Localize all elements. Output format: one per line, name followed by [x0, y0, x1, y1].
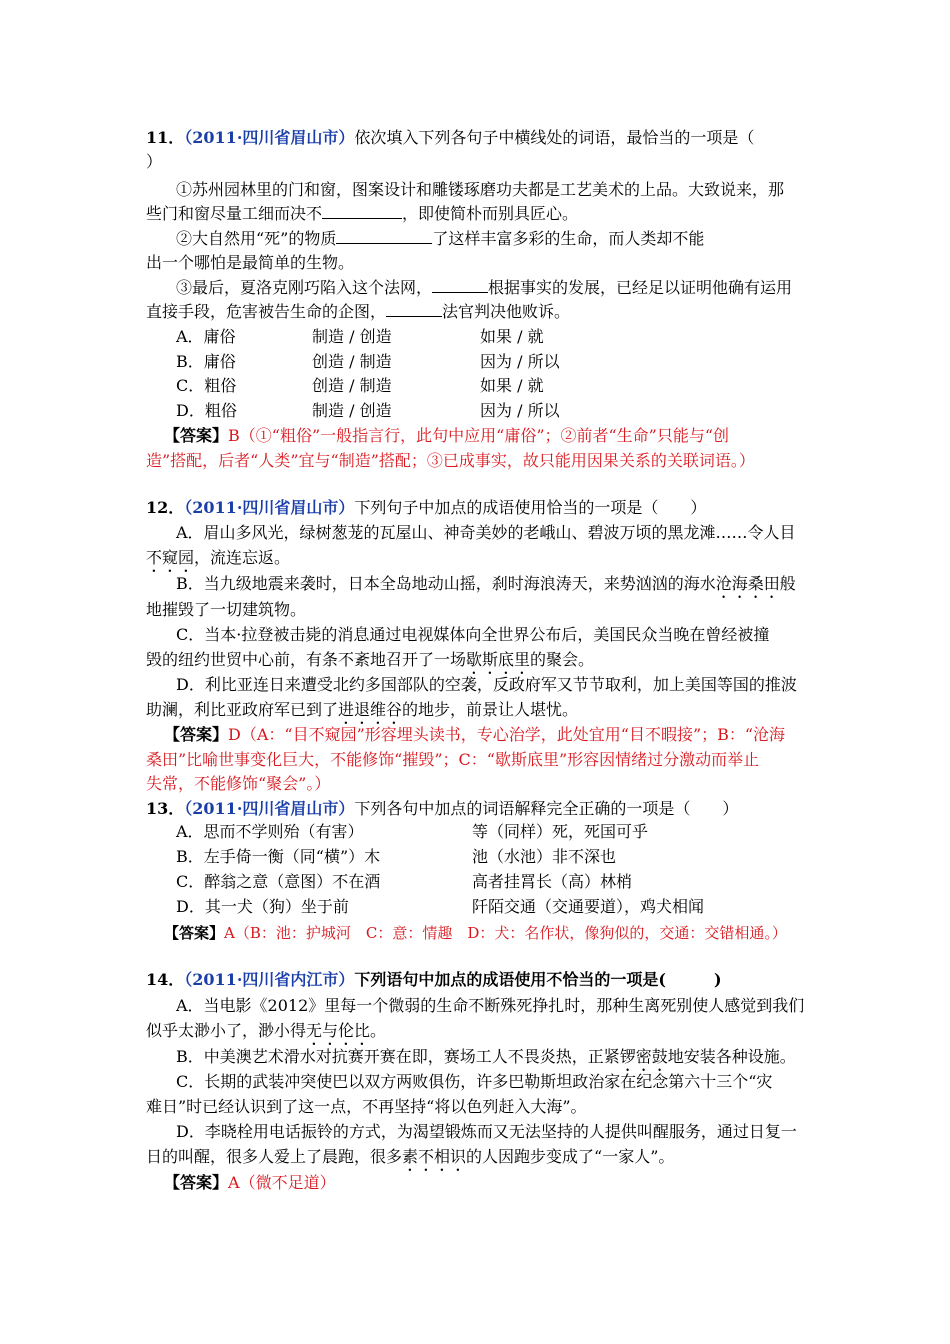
option-text: 的聚会。: [530, 650, 595, 669]
option-b-right: 池（水池）非不深也: [472, 847, 617, 866]
dotted-idiom: 锣密鼓: [619, 1047, 668, 1066]
option-a-right: 等（同样）死，死国可乎: [472, 822, 649, 841]
question-source: （2011·四川省内江市）: [184, 970, 355, 989]
answer-label: 【答案】: [164, 426, 229, 445]
option-d-col2: 制造 / 创造: [312, 401, 392, 420]
option-text: D．利比亚连日来遭受北约多国部队的空袭，反政府军又节节取利，加上美国等国的推波: [176, 675, 797, 694]
question-number: 11．: [146, 128, 185, 147]
sentence-text: ②大自然用“死”的物质: [176, 229, 337, 248]
option-c-left: C．醉翁之意（意图）不在酒: [176, 872, 381, 891]
answer-11-line-2: [146, 449, 812, 473]
question-text: 依次填入下列各句子中横线处的词语，最恰当的一项是（: [354, 128, 755, 147]
dotted-idiom: 无与伦比: [306, 1021, 371, 1040]
answer-text: B（①“粗俗”一般指言行，此句中应用“庸俗”；②前者“生命”只能与“创: [228, 426, 730, 445]
option-text: C．当本·拉登被击毙的消息通过电视媒体向全世界公布后，美国民众当晚在曾经被撞: [176, 625, 770, 644]
option-b-col2: 创造 / 制造: [312, 352, 392, 371]
sentence-3-line-1: [176, 276, 812, 300]
option-a-col2: 制造 / 创造: [312, 327, 392, 346]
sentence-1-line-2: [146, 202, 812, 226]
option-a: A．庸俗: [176, 327, 236, 346]
sentence-text: ③最后，夏洛克刚巧陷入这个法网，: [176, 278, 433, 297]
option-b-col3: 因为 / 所以: [480, 352, 560, 371]
question-number: 14．: [146, 970, 185, 989]
answer-text: 失常，不能修饰“聚会”。）: [146, 774, 331, 793]
option-text: 。: [370, 1021, 387, 1040]
option-d-left: D．其一犬（狗）坐于前: [176, 897, 349, 916]
answer-12-line-1: [164, 723, 800, 747]
answer-text: D（A：“目不窥园”形容埋头读书，专心治学，此处宜用“目不暇接”；B：“沧海: [228, 725, 786, 744]
question-14-stem: [146, 968, 812, 992]
option-text: A．当电影《2012》里每一个微弱的生命不断殊死挣扎时，那种生离死别使人感觉到我们: [176, 996, 805, 1015]
sentence-1-line-1: [176, 178, 812, 202]
sentence-2-line-1: [176, 227, 812, 251]
option-c-line-1: [176, 1070, 812, 1094]
option-text: B．中美澳艺术滑水对抗赛开赛在即，赛场工人不畏炎热，正紧: [176, 1047, 620, 1066]
answer-14-line-1: [164, 1171, 800, 1195]
sentence-text: 直接手段，危害被告生命的企图，: [146, 302, 387, 321]
option-c-line-1: [176, 623, 812, 647]
answer-text: 桑田”比喻世事变化巨大，不能修饰“摧毁”；C：“歇斯底里”形容因情绪过分激动而举止: [146, 750, 760, 769]
option-text: 的地步，前景让人堪忧。: [402, 700, 579, 719]
question-source: （2011·四川省眉山市）: [184, 128, 355, 147]
option-text: B．当九级地震来袭时，日本全岛地动山摇，刹时海浪涛天，来势汹汹的海水: [176, 574, 716, 593]
option-text: 地摧毁了一切建筑物。: [146, 600, 307, 619]
option-c-right: 高者挂罥长（高）林梢: [472, 872, 633, 891]
question-number: 12．: [146, 498, 185, 517]
answer-12-line-3: [146, 772, 812, 796]
option-text: C．长期的武装冲突使巴以双方两败俱伤，许多巴勒斯坦政治家在纪念第六十三个“灾: [176, 1072, 773, 1091]
question-11-stem-end: [146, 150, 812, 174]
option-text: 难日”时已经认识到了这一点，不再坚持“将以色列赶入大海”。: [146, 1097, 587, 1116]
sentence-2-line-2: [146, 251, 812, 275]
option-d-line-1: [176, 1120, 812, 1144]
option-b: B．庸俗: [176, 352, 236, 371]
dotted-idiom: 沧海桑田: [715, 574, 780, 593]
fill-blank: [336, 227, 432, 244]
sentence-text: 出一个哪怕是最简单的生物。: [146, 253, 355, 272]
option-d-line-1: [176, 673, 812, 697]
question-11-stem: [146, 126, 812, 150]
option-b-left: B．左手倚一衡（同“横”）木: [176, 847, 381, 866]
option-text: ，流连忘返。: [194, 548, 291, 567]
sentence-text: ①苏州园林里的门和窗，图案设计和雕镂琢磨功夫都是工艺美术的上品。大致说来，那: [176, 180, 785, 199]
answer-13-line-1: [164, 921, 800, 945]
question-source: （2011·四川省眉山市）: [184, 799, 355, 818]
question-12-stem: [146, 496, 812, 520]
sentence-text: 根据事实的发展，已经足以证明他确有运用: [488, 278, 793, 297]
option-text: 的人因跑步变成了“一家人”。: [466, 1147, 675, 1166]
option-text: 地安装各种设施。: [667, 1047, 796, 1066]
dotted-idiom: 素不相识: [402, 1147, 467, 1166]
option-d: D．粗俗: [176, 401, 237, 420]
option-text: D．李晓栓用电话振铃的方式，为渴望锻炼而又无法坚持的人提供叫醒服务，通过日复一: [176, 1122, 797, 1141]
option-text: 助澜，利比亚政府军已到了: [146, 700, 339, 719]
sentence-text: 法官判决他败诉。: [442, 302, 571, 321]
sentence-text: 些门和窗尽量工细而决不: [146, 204, 323, 223]
question-number: 13．: [146, 799, 185, 818]
dotted-idiom: 不窥园: [146, 548, 195, 567]
option-c-col3: 如果 / 就: [480, 376, 544, 395]
fill-blank: [322, 202, 402, 219]
answer-text: 造”搭配，后者“人类”宜与“制造”搭配；③已成事实，故只能用因果关系的关联词语。）: [146, 451, 755, 470]
option-text: 日的叫醒，很多人爱上了晨跑，很多: [146, 1147, 403, 1166]
option-text: 似乎太渺小了，渺小得: [146, 1021, 307, 1040]
question-text: 下列句子中加点的成语使用恰当的一项是（ ）: [354, 498, 707, 517]
option-text: 般: [779, 574, 796, 593]
answer-label: 【答案】: [164, 725, 229, 744]
answer-label: 【答案】: [164, 924, 225, 942]
option-b-line-2: [146, 598, 812, 622]
fill-blank: [432, 276, 488, 293]
fill-blank: [386, 300, 442, 317]
option-text: A．眉山多风光，绿树葱茏的瓦屋山、神奇美妙的老峨山、碧波万顷的黑龙滩……令人目: [176, 523, 796, 542]
option-a-left: A．思而不学则殆（有害）: [176, 822, 364, 841]
option-d-col3: 因为 / 所以: [480, 401, 560, 420]
option-c-line-2: [146, 1095, 812, 1119]
dotted-idiom: 进退维谷: [338, 700, 403, 719]
dotted-idiom: 歇斯底里: [466, 650, 531, 669]
option-a-col3: 如果 / 就: [480, 327, 544, 346]
answer-label: 【答案】: [164, 1173, 229, 1192]
question-text: 下列各句中加点的词语解释完全正确的一项是（ ）: [354, 799, 739, 818]
sentence-text: 了这样丰富多彩的生命，而人类却不能: [432, 229, 705, 248]
option-a-line-1: [176, 521, 812, 545]
question-text: 下列语句中加点的成语使用不恰当的一项是( ): [354, 970, 722, 989]
question-source: （2011·四川省眉山市）: [184, 498, 355, 517]
answer-text: A（B：池：护城河 C：意：情趣 D：犬：名作状，像狗似的，交通：交错相通。）: [224, 924, 787, 942]
option-text: 毁的纽约世贸中心前，有条不紊地召开了一场: [146, 650, 467, 669]
sentence-text: ，即使简朴而别具匠心。: [402, 204, 579, 223]
option-c: C．粗俗: [176, 376, 237, 395]
question-text: ）: [146, 152, 163, 171]
sentence-3-line-2: [146, 300, 812, 324]
option-d-right: 阡陌交通（交通要道），鸡犬相闻: [472, 897, 705, 916]
option-a-line-1: [176, 994, 812, 1018]
option-c-col2: 创造 / 制造: [312, 376, 392, 395]
question-13-stem: [146, 797, 812, 821]
answer-text: A（微不足道）: [228, 1173, 336, 1192]
answer-11-line-1: [164, 424, 800, 448]
answer-12-line-2: [146, 748, 812, 772]
